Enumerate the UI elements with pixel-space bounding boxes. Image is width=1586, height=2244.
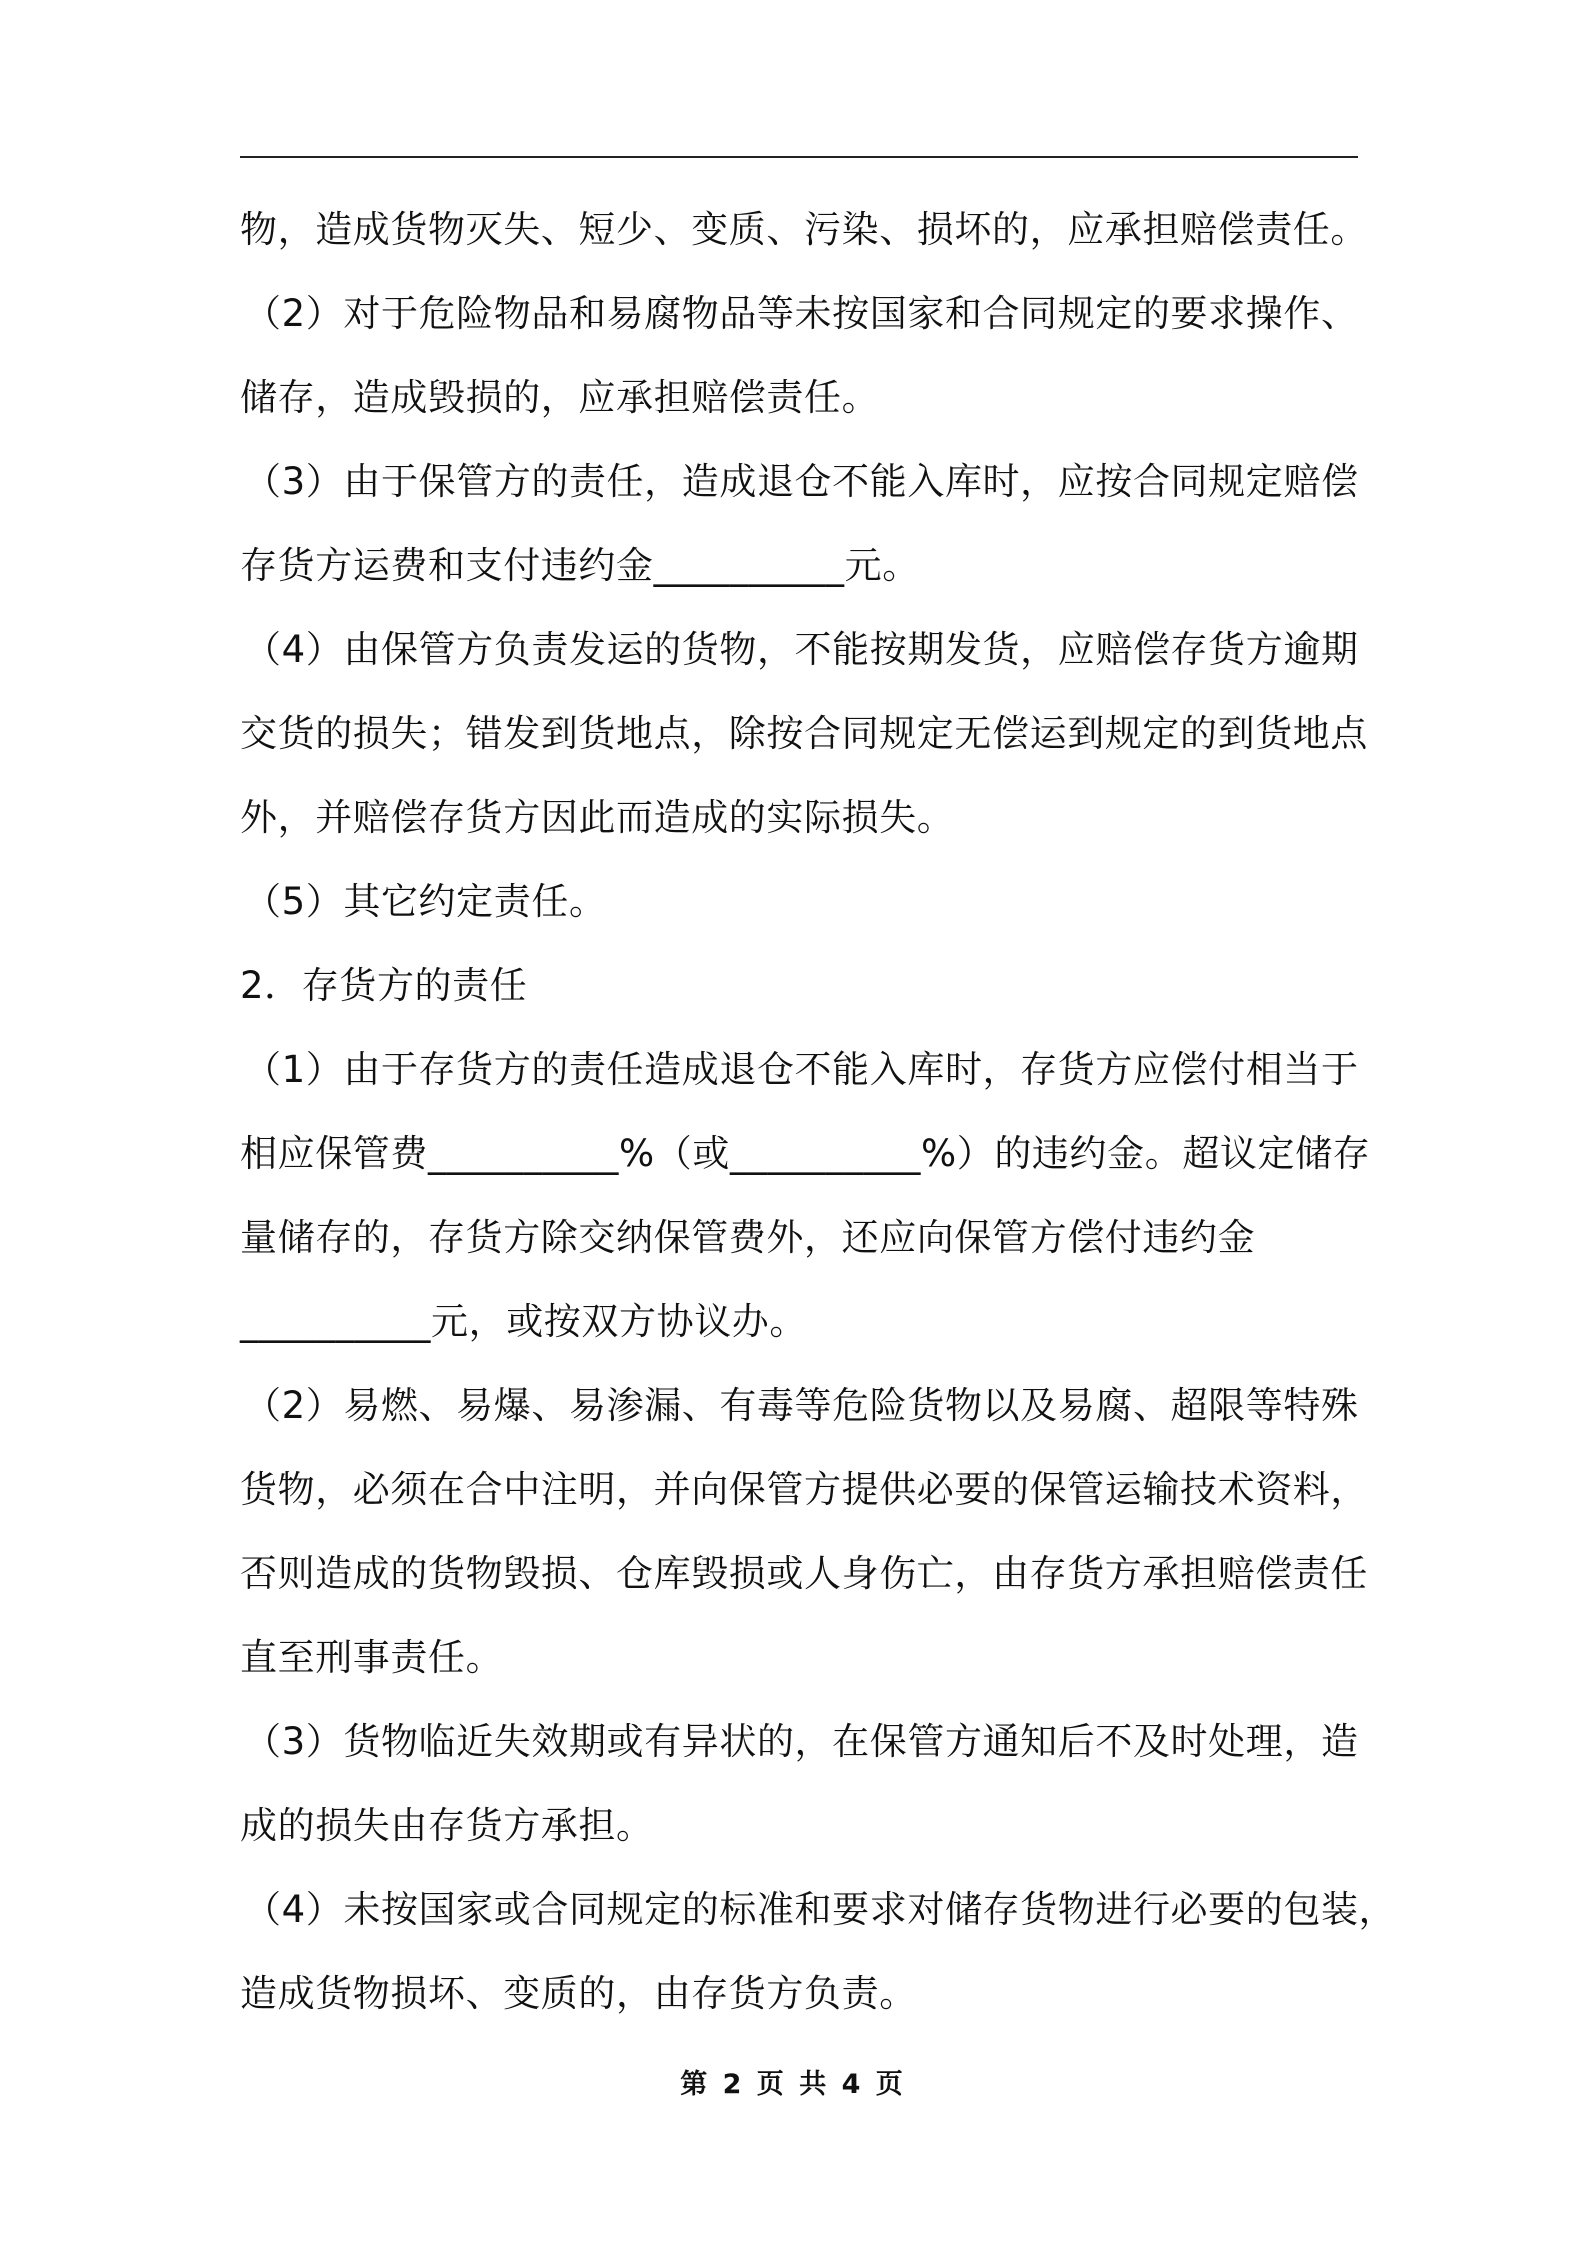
page-number-footer: 第 2 页 共 4 页 [680,2069,906,2100]
text-line: 成的损失由存货方承担。 [240,1804,654,1847]
text-line: __________元，或按双方协议办。 [240,1300,807,1343]
text-line: （3）货物临近失效期或有异状的，在保管方通知后不及时处理，造 [244,1720,1359,1763]
text-line: 存货方运费和支付违约金__________元。 [240,544,920,587]
header-rule [240,156,1358,158]
text-line: 交货的损失；错发到货地点，除按合同规定无偿运到规定的到货地点 [240,712,1368,755]
text-line: 造成货物损坏、变质的，由存货方负责。 [240,1972,917,2015]
text-line: （4）由保管方负责发运的货物，不能按期发货，应赔偿存货方逾期 [244,628,1359,671]
text-line: （4）未按国家或合同规定的标准和要求对储存货物进行必要的包装， [244,1888,1397,1931]
section-heading: 2．存货方的责任 [240,964,528,1007]
text-line: 量储存的，存货方除交纳保管费外，还应向保管方偿付违约金 [240,1216,1256,1259]
text-line: 货物，必须在合中注明，并向保管方提供必要的保管运输技术资料， [240,1468,1368,1511]
text-line: （5）其它约定责任。 [244,880,607,923]
text-line: 物，造成货物灭失、短少、变质、污染、损坏的，应承担赔偿责任。 [240,208,1368,251]
text-line: 否则造成的货物毁损、仓库毁损或人身伤亡，由存货方承担赔偿责任 [240,1552,1368,1595]
text-line: （2）易燃、易爆、易渗漏、有毒等危险货物以及易腐、超限等特殊 [244,1384,1359,1427]
text-line: 储存，造成毁损的，应承担赔偿责任。 [240,376,880,419]
text-line: 相应保管费__________%（或__________%）的违约金。超议定储存 [240,1132,1371,1175]
text-line: （3）由于保管方的责任，造成退仓不能入库时，应按合同规定赔偿 [244,460,1359,503]
document-body [240,188,1397,2036]
text-line: 外，并赔偿存货方因此而造成的实际损失。 [240,796,955,839]
text-line: 直至刑事责任。 [240,1636,504,1679]
text-line: （1）由于存货方的责任造成退仓不能入库时，存货方应偿付相当于 [244,1048,1359,1091]
text-line: （2）对于危险物品和易腐物品等未按国家和合同规定的要求操作、 [244,292,1359,335]
